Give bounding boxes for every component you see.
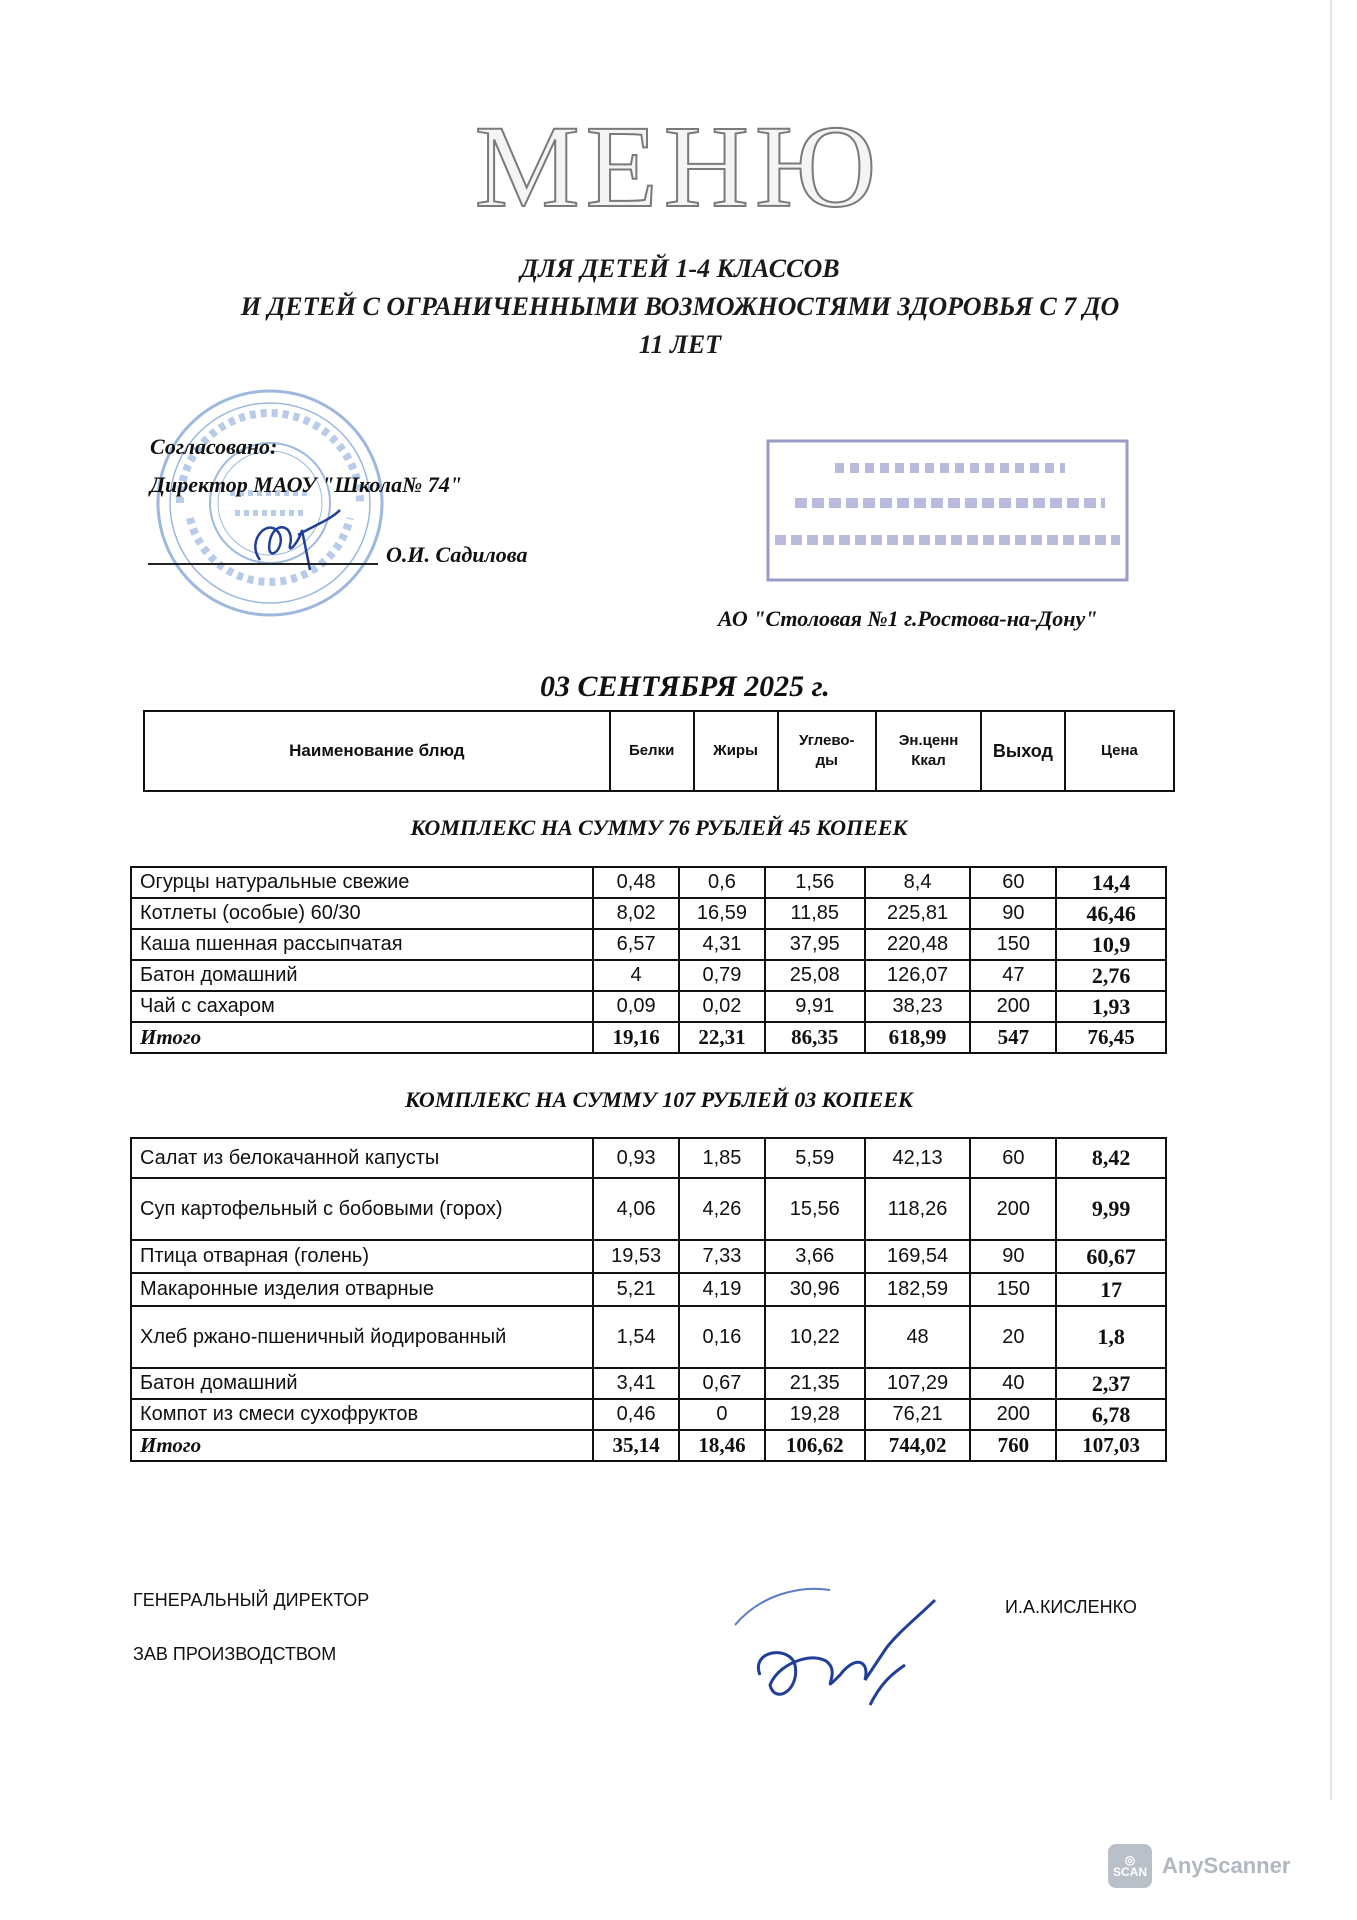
- output-cell: 150: [970, 929, 1056, 960]
- total-energy: 744,02: [865, 1430, 971, 1461]
- total-row: [131, 1430, 1166, 1461]
- carbs-cell: 11,85: [765, 898, 865, 929]
- scan-logo-icon: [1108, 1844, 1152, 1888]
- subtitle: [150, 250, 1210, 364]
- energy-cell: 225,81: [865, 898, 971, 929]
- table-row: [131, 1368, 1166, 1399]
- energy-cell: 220,48: [865, 929, 971, 960]
- output-cell: 60: [970, 1138, 1056, 1178]
- proteins-cell: 1,54: [593, 1306, 679, 1368]
- menu-header-table: [143, 710, 1175, 792]
- table-row: [131, 1178, 1166, 1240]
- total-energy: 618,99: [865, 1022, 971, 1053]
- output-cell: 40: [970, 1368, 1056, 1399]
- energy-cell: 42,13: [865, 1138, 971, 1178]
- price-cell: 17: [1056, 1273, 1166, 1306]
- price-cell: 2,37: [1056, 1368, 1166, 1399]
- table-row: [131, 898, 1166, 929]
- col-energy-line1: Эн.ценн: [898, 732, 959, 749]
- scan-badge-text: SCAN: [1112, 1865, 1147, 1879]
- agreed-label: Согласовано:: [150, 434, 278, 459]
- price-cell: 14,4: [1056, 867, 1166, 898]
- price-cell: 1,8: [1056, 1306, 1166, 1368]
- total-label: Итого: [131, 1430, 593, 1461]
- carbs-cell: 21,35: [765, 1368, 865, 1399]
- price-cell: 46,46: [1056, 898, 1166, 929]
- energy-cell: 169,54: [865, 1240, 971, 1273]
- dish-name: Компот из смеси сухофруктов: [131, 1399, 593, 1430]
- header-row: [144, 711, 1174, 791]
- total-proteins: 35,14: [593, 1430, 679, 1461]
- proteins-cell: 4: [593, 960, 679, 991]
- col-proteins-header: Белки: [610, 711, 694, 791]
- carbs-cell: 10,22: [765, 1306, 865, 1368]
- carbs-cell: 5,59: [765, 1138, 865, 1178]
- fats-cell: 0,79: [679, 960, 765, 991]
- scanner-name: AnyScanner: [1162, 1853, 1291, 1878]
- proteins-cell: 19,53: [593, 1240, 679, 1273]
- dish-name: Хлеб ржано-пшеничный йодированный: [131, 1306, 593, 1368]
- complex-1-table: [130, 866, 1167, 1054]
- col-energy-line2: Ккал: [911, 752, 946, 769]
- price-cell: 9,99: [1056, 1178, 1166, 1240]
- complex-2-table: [130, 1137, 1167, 1462]
- page-title: МЕНЮ: [474, 101, 883, 232]
- energy-cell: 118,26: [865, 1178, 971, 1240]
- energy-cell: 38,23: [865, 991, 971, 1022]
- director-sign-line: [148, 563, 378, 565]
- director-signature-icon: [240, 500, 350, 580]
- price-cell: 2,76: [1056, 960, 1166, 991]
- total-carbs: 86,35: [765, 1022, 865, 1053]
- price-cell: 1,93: [1056, 991, 1166, 1022]
- director-label: Директор МАОУ "Школа№ 74": [150, 472, 462, 497]
- dish-name: Суп картофельный с бобовыми (горох): [131, 1178, 593, 1240]
- proteins-cell: 6,57: [593, 929, 679, 960]
- approval-block: [150, 428, 462, 504]
- dish-name: Чай с сахаром: [131, 991, 593, 1022]
- carbs-cell: 3,66: [765, 1240, 865, 1273]
- col-name-header: Наименование блюд: [144, 711, 610, 791]
- total-output: 547: [970, 1022, 1056, 1053]
- total-price: 76,45: [1056, 1022, 1166, 1053]
- rect-stamp-icon: [765, 438, 1130, 583]
- col-carbs-header: [778, 711, 877, 791]
- fats-cell: 4,19: [679, 1273, 765, 1306]
- organization-name: АО "Столовая №1 г.Ростова-на-Дону": [718, 606, 1098, 631]
- output-cell: 200: [970, 991, 1056, 1022]
- fats-cell: 4,26: [679, 1178, 765, 1240]
- carbs-cell: 37,95: [765, 929, 865, 960]
- fats-cell: 0,67: [679, 1368, 765, 1399]
- table-row: [131, 991, 1166, 1022]
- scan-badge-circle: ◎: [1124, 1853, 1136, 1867]
- col-price-header: Цена: [1065, 711, 1174, 791]
- output-cell: 60: [970, 867, 1056, 898]
- output-cell: 200: [970, 1178, 1056, 1240]
- proteins-cell: 8,02: [593, 898, 679, 929]
- table-row: [131, 1273, 1166, 1306]
- dish-name: Птица отварная (голень): [131, 1240, 593, 1273]
- scanner-watermark: [1108, 1844, 1290, 1888]
- output-cell: 150: [970, 1273, 1056, 1306]
- table-row: [131, 867, 1166, 898]
- total-fats: 22,31: [679, 1022, 765, 1053]
- table-row: [131, 1240, 1166, 1273]
- total-label: Итого: [131, 1022, 593, 1053]
- proteins-cell: 0,93: [593, 1138, 679, 1178]
- price-cell: 10,9: [1056, 929, 1166, 960]
- col-carbs-line1: Углево-: [799, 732, 855, 749]
- energy-cell: 76,21: [865, 1399, 971, 1430]
- carbs-cell: 9,91: [765, 991, 865, 1022]
- col-carbs-line2: ды: [815, 752, 838, 769]
- carbs-cell: 15,56: [765, 1178, 865, 1240]
- output-cell: 200: [970, 1399, 1056, 1430]
- subtitle-line-1: ДЛЯ ДЕТЕЙ 1-4 КЛАССОВ: [520, 254, 840, 283]
- energy-cell: 48: [865, 1306, 971, 1368]
- output-cell: 90: [970, 898, 1056, 929]
- output-cell: 90: [970, 1240, 1056, 1273]
- production-head-label: ЗАВ ПРОИЗВОДСТВОМ: [133, 1644, 337, 1664]
- carbs-cell: 1,56: [765, 867, 865, 898]
- proteins-cell: 0,46: [593, 1399, 679, 1430]
- energy-cell: 126,07: [865, 960, 971, 991]
- fats-cell: 0,6: [679, 867, 765, 898]
- dish-name: Огурцы натуральные свежие: [131, 867, 593, 898]
- fats-cell: 0,16: [679, 1306, 765, 1368]
- total-proteins: 19,16: [593, 1022, 679, 1053]
- dish-name: Батон домашний: [131, 1368, 593, 1399]
- table-row: [131, 929, 1166, 960]
- general-director-signature-icon: [720, 1555, 1010, 1735]
- fats-cell: 0,02: [679, 991, 765, 1022]
- signatory-name: И.А.КИСЛЕНКО: [1005, 1597, 1137, 1617]
- dish-name: Макаронные изделия отварные: [131, 1273, 593, 1306]
- total-carbs: 106,62: [765, 1430, 865, 1461]
- fats-cell: 4,31: [679, 929, 765, 960]
- proteins-cell: 0,09: [593, 991, 679, 1022]
- output-cell: 20: [970, 1306, 1056, 1368]
- table-row: [131, 1399, 1166, 1430]
- subtitle-line-2: И ДЕТЕЙ С ОГРАНИЧЕННЫМИ ВОЗМОЖНОСТЯМИ ЗДОРОВЬЯ С 7 ДО: [240, 292, 1120, 321]
- price-cell: 60,67: [1056, 1240, 1166, 1273]
- output-cell: 47: [970, 960, 1056, 991]
- energy-cell: 8,4: [865, 867, 971, 898]
- fats-cell: 1,85: [679, 1138, 765, 1178]
- dish-name: Каша пшенная рассыпчатая: [131, 929, 593, 960]
- proteins-cell: 0,48: [593, 867, 679, 898]
- energy-cell: 182,59: [865, 1273, 971, 1306]
- carbs-cell: 25,08: [765, 960, 865, 991]
- price-cell: 6,78: [1056, 1399, 1166, 1430]
- table-row: [131, 960, 1166, 991]
- dish-name: Котлеты (особые) 60/30: [131, 898, 593, 929]
- total-output: 760: [970, 1430, 1056, 1461]
- proteins-cell: 3,41: [593, 1368, 679, 1399]
- total-price: 107,03: [1056, 1430, 1166, 1461]
- total-row: [131, 1022, 1166, 1053]
- dish-name: Батон домашний: [131, 960, 593, 991]
- price-cell: 8,42: [1056, 1138, 1166, 1178]
- director-name: О.И. Садилова: [386, 542, 528, 567]
- table-row: [131, 1138, 1166, 1178]
- fats-cell: 7,33: [679, 1240, 765, 1273]
- complex-2-title: КОМПЛЕКС НА СУММУ 107 РУБЛЕЙ 03 КОПЕЕК: [405, 1087, 913, 1112]
- col-energy-header: [876, 711, 981, 791]
- total-fats: 18,46: [679, 1430, 765, 1461]
- carbs-cell: 30,96: [765, 1273, 865, 1306]
- col-output-header: Выход: [981, 711, 1065, 791]
- proteins-cell: 4,06: [593, 1178, 679, 1240]
- complex-1-title: КОМПЛЕКС НА СУММУ 76 РУБЛЕЙ 45 КОПЕЕК: [410, 815, 908, 840]
- fats-cell: 16,59: [679, 898, 765, 929]
- subtitle-line-3: 11 ЛЕТ: [638, 330, 722, 359]
- carbs-cell: 19,28: [765, 1399, 865, 1430]
- col-fats-header: Жиры: [694, 711, 778, 791]
- energy-cell: 107,29: [865, 1368, 971, 1399]
- menu-date: 03 СЕНТЯБРЯ 2025 г.: [540, 670, 830, 703]
- fats-cell: 0: [679, 1399, 765, 1430]
- proteins-cell: 5,21: [593, 1273, 679, 1306]
- general-director-label: ГЕНЕРАЛЬНЫЙ ДИРЕКТОР: [133, 1590, 370, 1610]
- dish-name: Салат из белокачанной капусты: [131, 1138, 593, 1178]
- table-row: [131, 1306, 1166, 1368]
